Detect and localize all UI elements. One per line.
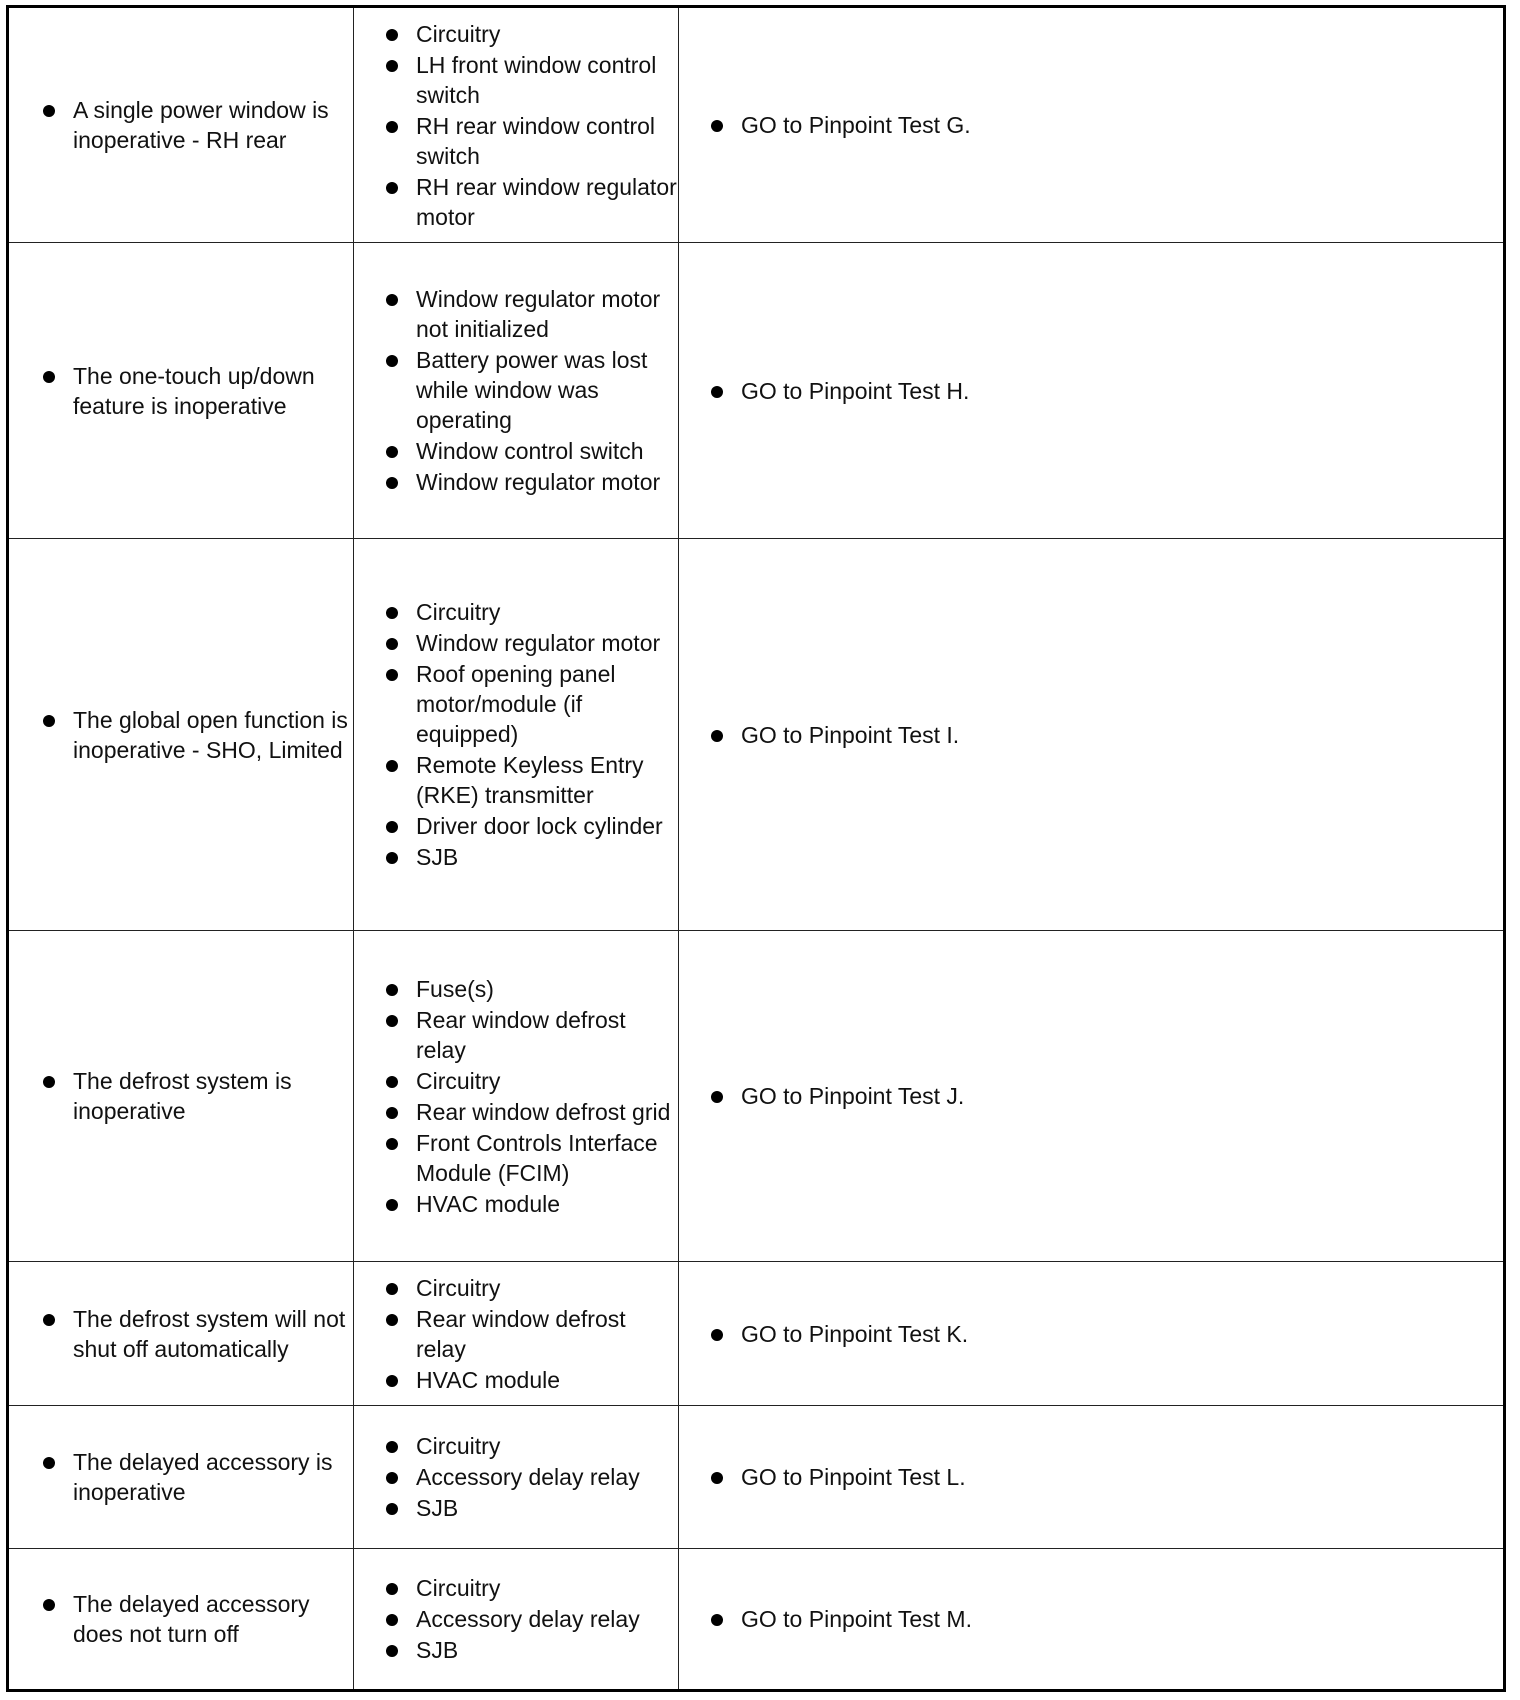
- list-item: The one-touch up/down feature is inoperative: [37, 361, 353, 421]
- table-row: [8, 539, 1505, 931]
- possible-source-cell: [354, 1549, 679, 1691]
- list-item: Circuitry: [380, 597, 678, 627]
- list-item: The delayed accessory is inoperative: [37, 1447, 353, 1507]
- list-item: SJB: [380, 1635, 678, 1665]
- table-row: [8, 1262, 1505, 1406]
- list-item: Window regulator motor: [380, 467, 678, 497]
- possible-source-cell: [354, 7, 679, 243]
- list-item: Window regulator motor: [380, 628, 678, 658]
- list-item: GO to Pinpoint Test K.: [705, 1319, 1503, 1349]
- possible-source-cell: [354, 1262, 679, 1406]
- table-row: [8, 243, 1505, 539]
- symptom-cell: [8, 1549, 354, 1691]
- table-row: [8, 1549, 1505, 1691]
- list-item: Rear window defrost grid: [380, 1097, 678, 1127]
- list-item: SJB: [380, 842, 678, 872]
- list-item: GO to Pinpoint Test H.: [705, 376, 1503, 406]
- list-item: Driver door lock cylinder: [380, 811, 678, 841]
- list-item: The delayed accessory does not turn off: [37, 1589, 353, 1649]
- action-cell: [679, 7, 1505, 243]
- action-cell: [679, 931, 1505, 1262]
- symptom-cell: [8, 1262, 354, 1406]
- list-item: HVAC module: [380, 1365, 678, 1395]
- list-item: Roof opening panel motor/module (if equipped): [380, 659, 678, 749]
- symptom-cell: [8, 1406, 354, 1549]
- list-item: GO to Pinpoint Test L.: [705, 1462, 1503, 1492]
- list-item: Window regulator motor not initialized: [380, 284, 678, 344]
- list-item: RH rear window regulator motor: [380, 172, 678, 232]
- list-item: Circuitry: [380, 1431, 678, 1461]
- list-item: Rear window defrost relay: [380, 1005, 678, 1065]
- list-item: GO to Pinpoint Test G.: [705, 110, 1503, 140]
- action-cell: [679, 1549, 1505, 1691]
- list-item: The defrost system is inoperative: [37, 1066, 353, 1126]
- list-item: HVAC module: [380, 1189, 678, 1219]
- list-item: Accessory delay relay: [380, 1462, 678, 1492]
- list-item: A single power window is inoperative - RH rear: [37, 95, 353, 155]
- list-item: GO to Pinpoint Test J.: [705, 1081, 1503, 1111]
- table-row: [8, 1406, 1505, 1549]
- possible-source-cell: [354, 243, 679, 539]
- list-item: Circuitry: [380, 19, 678, 49]
- list-item: Battery power was lost while window was operating: [380, 345, 678, 435]
- list-item: Front Controls Interface Module (FCIM): [380, 1128, 678, 1188]
- list-item: Circuitry: [380, 1273, 678, 1303]
- symptom-cell: [8, 931, 354, 1262]
- action-cell: [679, 1262, 1505, 1406]
- list-item: GO to Pinpoint Test I.: [705, 720, 1503, 750]
- list-item: Circuitry: [380, 1573, 678, 1603]
- list-item: Circuitry: [380, 1066, 678, 1096]
- table-row: [8, 931, 1505, 1262]
- symptom-cell: [8, 539, 354, 931]
- action-cell: [679, 243, 1505, 539]
- list-item: SJB: [380, 1493, 678, 1523]
- possible-source-cell: [354, 539, 679, 931]
- action-cell: [679, 539, 1505, 931]
- list-item: Accessory delay relay: [380, 1604, 678, 1634]
- list-item: GO to Pinpoint Test M.: [705, 1604, 1503, 1634]
- list-item: Fuse(s): [380, 974, 678, 1004]
- list-item: The global open function is inoperative - SHO, Limited: [37, 705, 353, 765]
- list-item: RH rear window control switch: [380, 111, 678, 171]
- list-item: The defrost system will not shut off automatically: [37, 1304, 353, 1364]
- symptom-cell: [8, 243, 354, 539]
- list-item: Rear window defrost relay: [380, 1304, 678, 1364]
- table-row: [8, 7, 1505, 243]
- possible-source-cell: [354, 1406, 679, 1549]
- action-cell: [679, 1406, 1505, 1549]
- list-item: LH front window control switch: [380, 50, 678, 110]
- list-item: Window control switch: [380, 436, 678, 466]
- list-item: Remote Keyless Entry (RKE) transmitter: [380, 750, 678, 810]
- possible-source-cell: [354, 931, 679, 1262]
- symptom-cell: [8, 7, 354, 243]
- symptom-chart-table: [6, 5, 1506, 1692]
